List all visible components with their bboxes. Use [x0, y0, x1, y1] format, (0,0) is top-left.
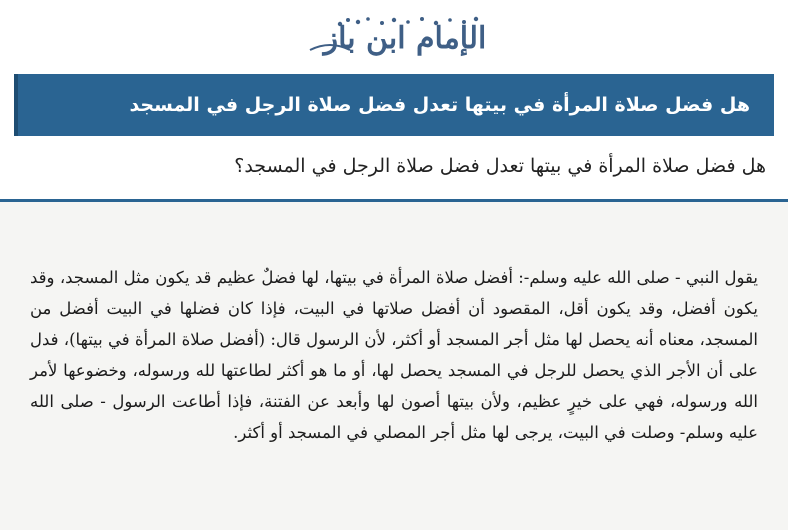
answer-text: يقول النبي - صلى الله عليه وسلم-: أفضل صلاة المرأة في بيتها، لها فضلٌ عظيم قد يكون مثل المسجد، وقد يكون أفضل، وقد يكون أقل، المقصود أن أفضل صلاتها في البيت، فإذا كان فضلها في البيت أفضل من المسجد، معناه أنه يحصل لها مثل أجر المسجد أو أكثر، لأن الرسول قال: (أفضل صلاة المرأة في بيتها)، فدل على أن الأجر الذي يحصل للرجل في المسجد يحصل لها، أو ما هو أكثر لطاعتها لله ورسوله، وخضوعها لأمر الله ورسوله، فهي على خيرٍ عظيم، ولأن بيتها أصون لها وأبعد عن الفتنة، فإذا أطاعت الرسول - صلى الله عليه وسلم- وصلت في البيت، يرجى لها مثل أجر المصلي في المسجد أو أكثر. — [30, 268, 758, 442]
question-text: هل فضل صلاة المرأة في بيتها تعدل فضل صلاة الرجل في المسجد؟ — [234, 155, 766, 177]
logo-text: الإمام ابن باز — [323, 20, 487, 56]
site-logo[interactable] — [270, 10, 540, 66]
title-banner — [14, 74, 774, 136]
site-header — [0, 0, 788, 72]
page-title: هل فضل صلاة المرأة في بيتها تعدل فضل صلاة الرجل في المسجد — [129, 94, 750, 116]
answer-panel — [0, 202, 788, 530]
